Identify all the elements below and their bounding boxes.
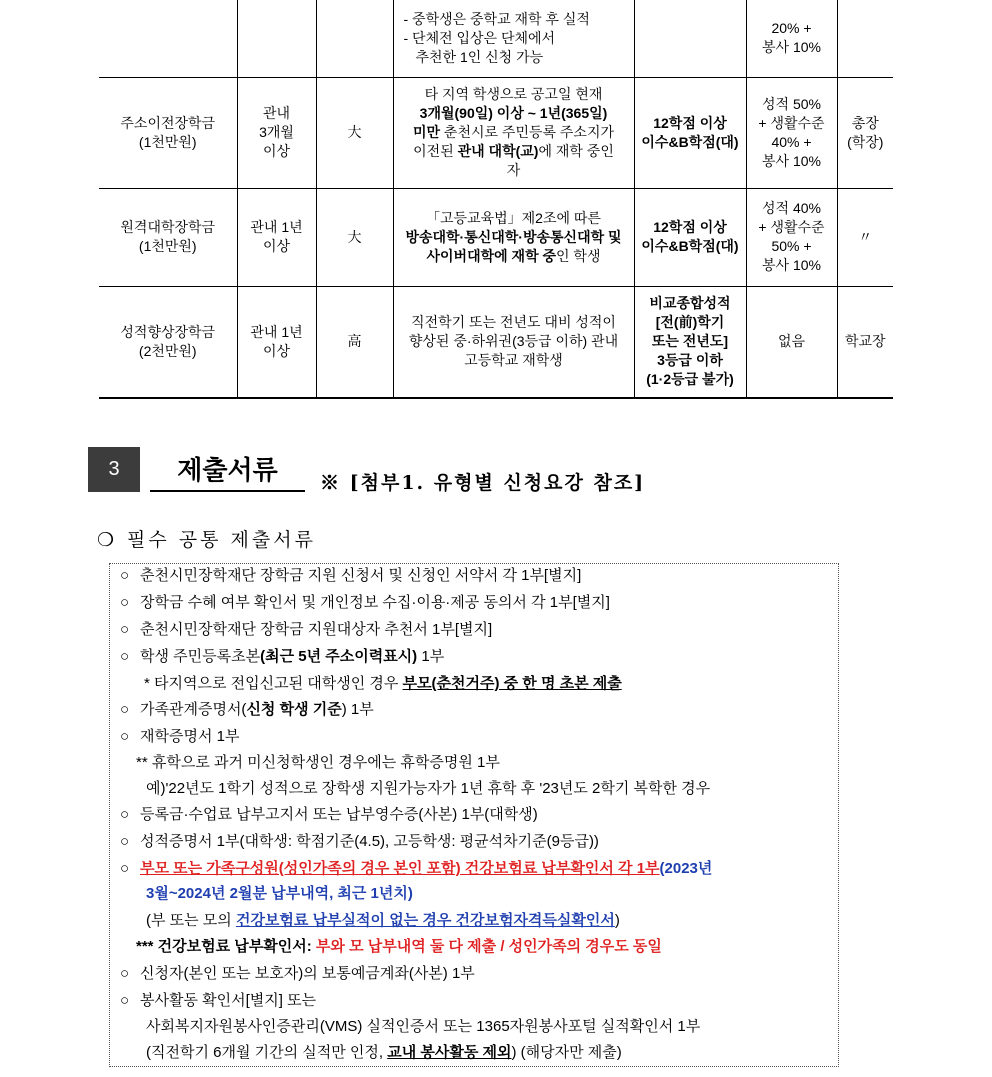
name-cell: 주소이전장학금 (1천만원) (99, 77, 237, 188)
table-row (99, 188, 893, 286)
description-cell: 직전학기 또는 전년도 대비 성적이 향상된 중·하위권(3등급 이하) 관내 고등학교 재학생 (393, 286, 634, 398)
requirement-cell: 비교종합성적 [전(前)학기 또는 전년도] 3등급 이하 (1·2등급 불가) (634, 286, 746, 398)
residence-cell: 관내 1년 이상 (237, 188, 316, 286)
list-note: (부 또는 모의 건강보험료 납부실적이 없는 경우 건강보험자격득실확인서) (146, 912, 620, 929)
requirement-cell: 12학점 이상 이수&B학점(대) (634, 188, 746, 286)
circle-bullet-icon: ○ (120, 701, 130, 718)
list-note: *** 건강보험료 납부확인서: 부와 모 납부내역 둘 다 제출 / 성인가족의 경우도 동일 (136, 938, 662, 955)
description-cell: 「고등교육법」제2조에 따른 방송대학·통신대학·방송통신대학 및 사이버대학에 재학 중인 학생 (393, 188, 634, 286)
circle-bullet-icon: ○ (120, 728, 130, 745)
list-item: ○ 성적증명서 1부(대학생: 학점기준(4.5), 고등학생: 평균석차기준(9등급)) (120, 831, 599, 853)
circle-bullet-icon: ○ (120, 806, 130, 823)
level-cell (316, 0, 393, 77)
section-note: ※ [첨부1. 유형별 신청요강 참조] (320, 472, 646, 494)
list-item: ○ 춘천시민장학재단 장학금 지원대상자 추천서 1부[별지] (120, 619, 492, 641)
criteria-cell: 20% + 봉사 10% (746, 0, 837, 77)
list-item: ○ 등록금·수업료 납부고지서 또는 납부영수증(사본) 1부(대학생) (120, 804, 538, 826)
circle-bullet-icon: ○ (120, 992, 130, 1009)
recommender-cell: 〃 (837, 188, 893, 286)
subsection-heading (97, 525, 316, 552)
circle-bullet-icon: ○ (120, 833, 130, 850)
description-cell: 타 지역 학생으로 공고일 현재 3개월(90일) 이상 ~ 1년(365일) 미만 춘천시로 주민등록 주소지가 이전된 관내 대학(교)에 재학 중인 자 (393, 77, 634, 188)
residence-cell (237, 0, 316, 77)
level-cell: 高 (316, 286, 393, 398)
name-cell: 성적향상장학금 (2천만원) (99, 286, 237, 398)
scholarship-table (99, 0, 893, 399)
list-item: ○ 재학증명서 1부 (120, 726, 239, 748)
table-row (99, 0, 893, 77)
list-note: 사회복지자원봉사인증관리(VMS) 실적인증서 또는 1365자원봉사포털 실적확인서 1부 (146, 1018, 701, 1035)
list-item: ○ 신청자(본인 또는 보호자)의 보통예금계좌(사본) 1부 (120, 963, 475, 985)
list-item: ○ 춘천시민장학재단 장학금 지원 신청서 및 신청인 서약서 각 1부[별지] (120, 565, 581, 587)
circle-bullet-icon: ○ (120, 965, 130, 982)
section-title: 제출서류 (150, 450, 305, 492)
list-note: 예)'22년도 1학기 성적으로 장학생 지원가능자가 1년 휴학 후 '23년도 2학기 복학한 경우 (146, 780, 711, 797)
circle-bullet-icon: ○ (120, 621, 130, 638)
list-item: ○ 봉사활동 확인서[별지] 또는 (120, 990, 316, 1012)
description-cell: - 중학생은 중학교 재학 후 실적 - 단체전 입상은 단체에서 추천한 1인 신청 가능 (393, 0, 634, 77)
list-note: 3월~2024년 2월분 납부내역, 최근 1년치) (146, 885, 413, 902)
list-item: ○ 부모 또는 가족구성원(성인가족의 경우 본인 포함) 건강보험료 납부확인서 각 1부(2023년 (120, 858, 712, 880)
list-note: (직전학기 6개월 기간의 실적만 인정, 교내 봉사활동 제외) (해당자만 제출) (146, 1044, 622, 1061)
residence-cell: 관내 1년 이상 (237, 286, 316, 398)
criteria-cell: 성적 40% + 생활수준 50% + 봉사 10% (746, 188, 837, 286)
circle-bullet-icon: ○ (120, 860, 130, 877)
section-number: 3 (88, 447, 140, 492)
circle-bullet-icon: ○ (120, 567, 130, 584)
circle-bullet-icon: ○ (120, 594, 130, 611)
name-cell: 원격대학장학금 (1천만원) (99, 188, 237, 286)
name-cell (99, 0, 237, 77)
list-note: ** 휴학으로 과거 미신청학생인 경우에는 휴학증명원 1부 (136, 754, 500, 771)
list-note: * 타지역으로 전입신고된 대학생인 경우 부모(춘천거주) 중 한 명 초본 제출 (144, 675, 622, 692)
recommender-cell (837, 0, 893, 77)
requirement-cell (634, 0, 746, 77)
criteria-cell: 없음 (746, 286, 837, 398)
recommender-cell: 학교장 (837, 286, 893, 398)
recommender-cell: 총장 (학장) (837, 77, 893, 188)
level-cell: 大 (316, 188, 393, 286)
requirement-cell: 12학점 이상 이수&B학점(대) (634, 77, 746, 188)
list-item: ○ 장학금 수혜 여부 확인서 및 개인정보 수집·이용·제공 동의서 각 1부[별지] (120, 592, 610, 614)
residence-cell: 관내 3개월 이상 (237, 77, 316, 188)
circle-bullet-icon: ❍ (97, 529, 118, 551)
level-cell: 大 (316, 77, 393, 188)
list-item: ○ 학생 주민등록초본(최근 5년 주소이력표시) 1부 (120, 646, 444, 668)
table-row (99, 77, 893, 188)
subsection-title: 필수 공통 제출서류 (127, 529, 316, 551)
criteria-cell: 성적 50% + 생활수준 40% + 봉사 10% (746, 77, 837, 188)
table-row (99, 286, 893, 398)
circle-bullet-icon: ○ (120, 648, 130, 665)
list-item: ○ 가족관계증명서(신청 학생 기준) 1부 (120, 699, 374, 721)
